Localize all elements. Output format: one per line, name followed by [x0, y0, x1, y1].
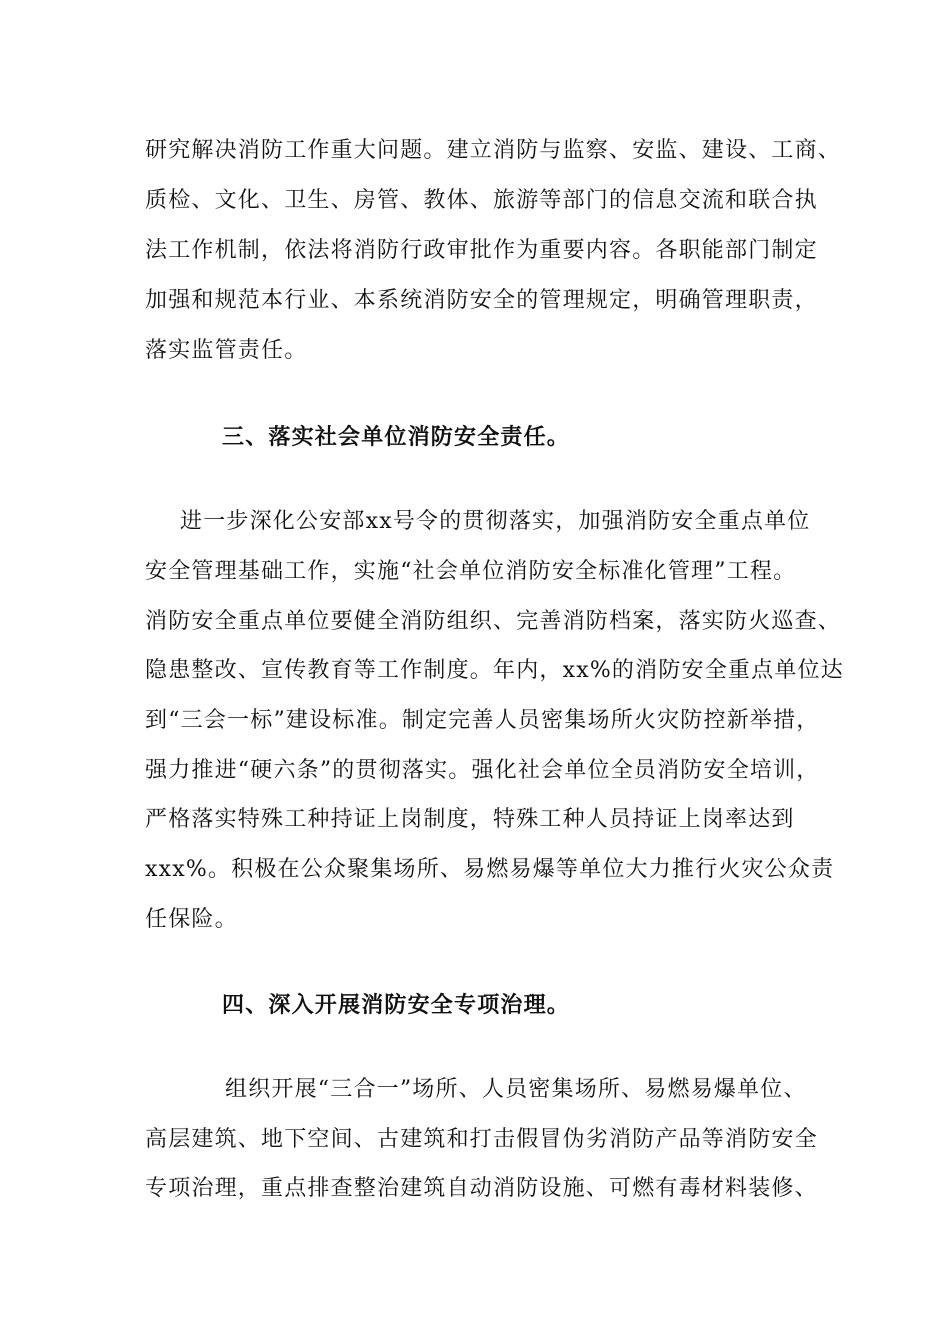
paragraph-line: 法工作机制，依法将消防行政审批作为重要内容。各职能部门制定 — [145, 238, 818, 263]
paragraph-line: 消防安全重点单位要健全消防组织、完善消防档案，落实防火巡查、 — [145, 609, 842, 634]
paragraph-line: 安全管理基础工作，实施“社会单位消防安全标准化管理”工程。 — [145, 559, 797, 584]
paragraph-line: 到“三会一标”建设标准。制定完善人员密集场所火灾防控新举措， — [145, 708, 820, 733]
paragraph-line: 进一步深化公安部xx号令的贯彻落实，加强消防安全重点单位 — [180, 509, 811, 534]
paragraph-line: 任保险。 — [145, 907, 238, 932]
paragraph-line: xxx%。积极在公众聚集场所、易燃易爆等单位大力推行火灾公众责 — [145, 857, 835, 882]
paragraph-line: 专项治理，重点排查整治建筑自动消防设施、可燃有毒材料装修、 — [145, 1176, 818, 1201]
paragraph-line: 落实监管责任。 — [145, 338, 308, 363]
paragraph-line: 研究解决消防工作重大问题。建立消防与监察、安监、建设、工商、 — [145, 138, 842, 163]
section-heading: 三、落实社会单位消防安全责任。 — [222, 424, 571, 450]
paragraph-line: 隐患整改、宣传教育等工作制度。年内，xx%的消防安全重点单位达 — [145, 658, 844, 683]
paragraph-line: 质检、文化、卫生、房管、教体、旅游等部门的信息交流和联合执 — [145, 188, 818, 213]
section-heading: 四、深入开展消防安全专项治理。 — [222, 992, 571, 1018]
paragraph-line: 高层建筑、地下空间、古建筑和打击假冒伪劣消防产品等消防安全 — [145, 1127, 818, 1152]
paragraph-line: 加强和规范本行业、本系统消防安全的管理规定，明确管理职责， — [145, 288, 818, 313]
paragraph-line: 严格落实特殊工种持证上岗制度，特殊工种人员持证上岗率达到 — [145, 807, 795, 832]
paragraph-line: 强力推进“硬六条”的贯彻落实。强化社会单位全员消防安全培训， — [145, 758, 820, 783]
paragraph-line: 组织开展“三合一”场所、人员密集场所、易燃易爆单位、 — [225, 1077, 807, 1102]
